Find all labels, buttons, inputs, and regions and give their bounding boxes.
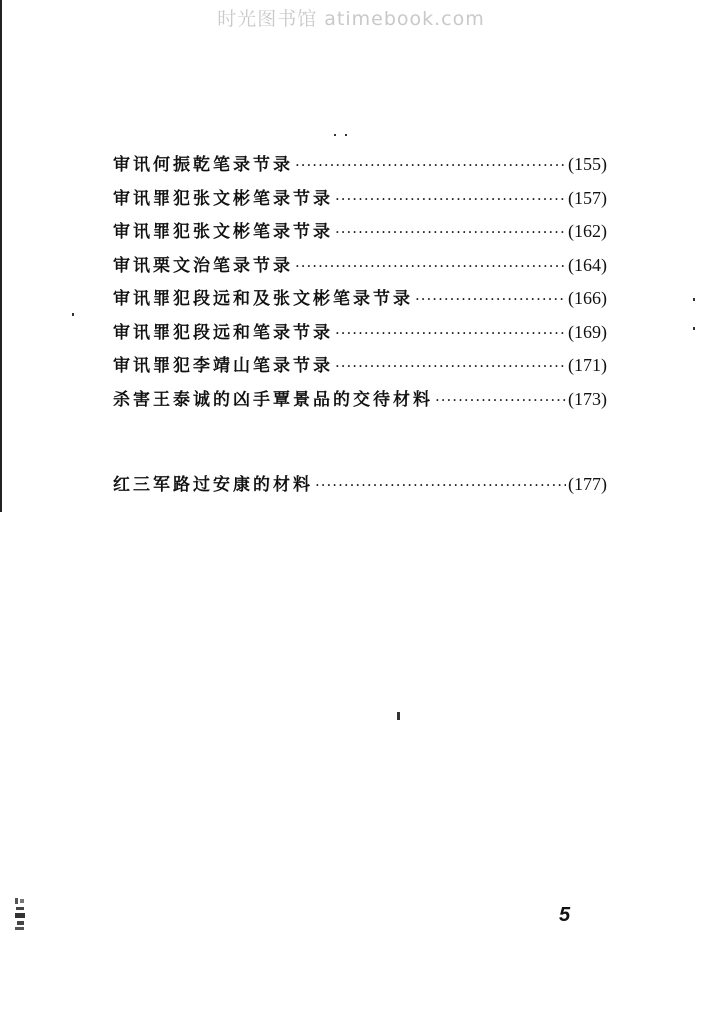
toc-entry[interactable] — [113, 318, 607, 352]
toc-entry-title: 审讯罪犯张文彬笔录节录 — [113, 222, 333, 242]
toc-entry-page: (164) — [568, 254, 607, 275]
scan-edge-rule — [0, 0, 2, 512]
toc-entry-title: 审讯何振乾笔录节录 — [113, 155, 293, 175]
toc-dot-leader — [335, 324, 566, 342]
toc-entry-title: 红三军路过安康的材料 — [113, 475, 313, 495]
toc-entry[interactable] — [113, 385, 607, 419]
toc-entry-page: (177) — [568, 474, 607, 494]
toc-entry[interactable] — [113, 150, 607, 184]
toc-entry-page: (166) — [568, 288, 607, 308]
watermark: 时光图书馆 atimebook.com — [217, 8, 485, 30]
toc-entry-title: 杀害王泰诚的凶手覃景品的交待材料 — [113, 389, 433, 410]
toc-entry-page: (157) — [568, 187, 607, 208]
toc-entry[interactable] — [113, 284, 607, 318]
toc-entry-title: 审讯栗文治笔录节录 — [113, 255, 293, 276]
toc-entry-title: 审讯罪犯段远和笔录节录 — [113, 322, 333, 343]
toc-entry-page: (173) — [568, 388, 607, 409]
section-gap — [113, 418, 607, 470]
toc-dot-leader — [335, 223, 566, 241]
toc-dot-leader — [335, 190, 566, 208]
scan-margin-mark — [14, 896, 26, 932]
toc-entry-title: 审讯罪犯张文彬笔录节录 — [113, 188, 333, 209]
toc-dot-leader — [295, 156, 566, 174]
toc-entry-title: 审讯罪犯李靖山笔录节录 — [113, 356, 333, 376]
toc-entry-title: 审讯罪犯段远和及张文彬笔录节录 — [113, 289, 413, 309]
toc-dot-leader — [295, 257, 566, 275]
scan-speck — [693, 327, 695, 330]
scan-speck — [693, 298, 695, 301]
toc-entry[interactable] — [113, 470, 607, 504]
toc-entry[interactable] — [113, 184, 607, 218]
toc-entry-page: (169) — [568, 321, 607, 342]
toc-entry-page: (162) — [568, 221, 607, 241]
scan-speck — [345, 134, 347, 136]
scan-speck — [397, 712, 400, 720]
page-number: 5 — [559, 904, 571, 926]
toc-entry[interactable] — [113, 351, 607, 385]
toc-entry[interactable] — [113, 217, 607, 251]
table-of-contents — [113, 150, 607, 504]
toc-dot-leader — [435, 391, 566, 409]
toc-dot-leader — [335, 357, 566, 375]
toc-entry-page: (171) — [568, 355, 607, 375]
scan-speck — [334, 134, 336, 136]
toc-dot-leader — [315, 476, 566, 494]
toc-dot-leader — [415, 290, 566, 308]
toc-entry-page: (155) — [568, 154, 607, 174]
scan-speck — [72, 313, 74, 316]
toc-entry[interactable] — [113, 251, 607, 285]
